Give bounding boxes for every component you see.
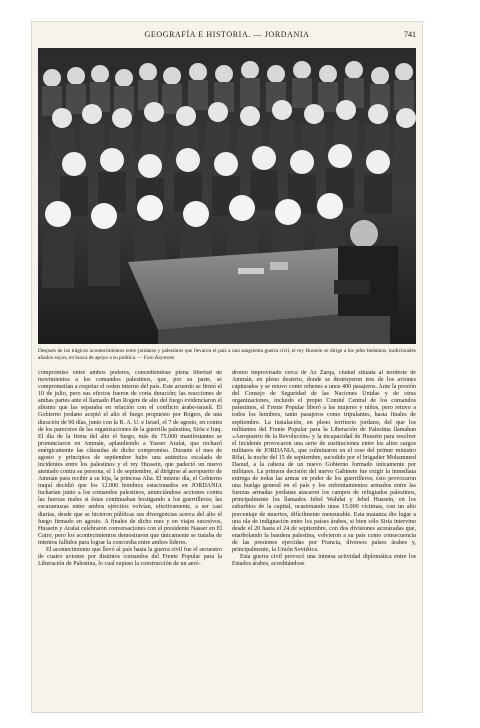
left-paragraph-2: El acontecimiento que llevó al país hasta la guerra civil fue el secuestro de cuatro aviones por distintos comandos del Frente Popular para la Liberación de Palestina, lo cual supuso la construcción de un aeró- (38, 546, 222, 568)
text-column-right (232, 370, 416, 708)
page-header (32, 30, 422, 44)
right-paragraph-1: dromo improvisado cerca de Az Zarqa, ciudad situada al nordeste de Ammán, en pleno desierto, donde se destruyeron tres de los aviones capturados y se retuvo como rehenes a unos 400 pasajeros. Ante la presión del Consejo de Seguridad de las Naciones Unidas y de otras organizaciones, incluido el propio Comité Central de los comandos palestinos, el Frente Popular liberó a las mujeres y niños, pero retuvo a todos los hombres, tanto pasajeros como tripulantes, hasta finales de septiembre. La instalación, en pleno territorio jordano, del que los militantes del Frente Popular para la Liberación de Palestina llamaban «Aeropuerto de la Revolución» y la incapacidad de Hussein para resolver el incidente provocaron una serie de sustituciones entre los altos cargos militares de JORDANIA, que culminaron en el cese del primer ministro Rifai, la noche del 15 de septiembre, sucedido por el brigadier Mohammed Daoud, a la cabeza de un nuevo Gobierno formado únicamente por militares. La primera decisión del nuevo Gabinete fue exigir la inmediata entrega de todas las armas en poder de los guerrilleros; ésto provocaron una huelga general en el país y los enfrentamientos armados entre las fuerzas armadas jordanas atacaron los campos de refugiados palestinos, principalmente los llamados Jebel Wahdat y Jebel Hussein, en los suburbios de la capital, ocasionando unas 15.000 víctimas, con un alto porcentaje de muertos, difícilmente mensurable. Esta matanza dio lugar a una ola de indignación entre los países árabes, si bien sólo Siria intervino desde el 20 hasta el 24 de septiembre, con dos divisiones acorazadas que, enarbolando la bandera palestina, volvieron a su país como consecuencia de las presiones ejercidas por Francia, diversos países árabes y, principalmente, la Unión Soviética. (232, 370, 416, 553)
text-column-left (38, 370, 222, 708)
photo-credit: — Foto Keystone (137, 354, 175, 361)
photo-caption (38, 348, 416, 361)
caption-text: Después de los trágicos acontecimientos entre jordanos y palestinos que llevaron el país a una sangrienta guerra civil, el rey Hussein se dirige a los jefes beduinos, tradicionales aliados suyos, en busca de apoyo a su política. (38, 348, 416, 361)
book-page (32, 22, 422, 712)
left-paragraph-1: compromiso entre ambos poderes, concediéndose plena libertad de movimientos a los comandos palestinos, que, por su parte, se comprometían a respetar el orden interno del país. Este acuerdo se firmó el 10 de julio, pero sus efectos fueron de corta duración; las reacciones de ambas partes ante el llamado Plan Rogers de alto del fuego evidenciaron el abismo que las separaba en relación con el conflicto árabe-israelí. El Gobierno jordano aceptó el alto el fuego propuesto por Rogers, de una duración de 90 días, junto con la R. A. U. e Israel, el 7 de agosto, en contra de los pareceres de las organizaciones de la guerrilla palestina, Siria e Iraq. El día de la firma del alto el fuego, más de 75.000 manifestantes se pronunciaron en Ammán, aplaudiendo a Yasser Arafat, que rechazó enérgicamente las cláusulas de dicho compromiso. Durante el mes de agosto y principios de septiembre hubo una auténtica escalada de incidentes entre los palestinos y el rey Hussein, que padeció un nuevo atentado contra su persona, el 1 de septiembre, al dirigirse al aeropuerto de Ammán para recibir a su hija, la princesa Alia. El mismo día, el Gobierno iraquí decidió que los 12.000 hombres estacionados en JORDANIA lucharían junto a los comandos palestinos, anunciándose acciones contra las fuerzas reales si éstas continuaban hostigando a los guerrilleros; las escaramuzas entre ambos ejércitos volvían, efectivamente, a ser casi diarias, desde que se hicieron públicas sus divergencias acerca del alto el fuego firmado en agosto. A finales de dicho mes y en viajes sucesivos, Hussein y Arafat celebraron conversaciones con el presidente Nasser en El Cairo, pero los acontecimientos demostraron que únicamente se trataba de intentos fallidos para lograr la concordia entre ambos líderes. (38, 370, 222, 546)
running-head: GEOGRAFÍA E HISTORIA. — JORDANIA (144, 30, 310, 39)
photo-illustration (38, 48, 416, 344)
page-number: 741 (404, 30, 416, 39)
right-paragraph-2: Esta guerra civil provocó una intensa actividad diplomática entre los Estados árabes, acreditándose (232, 554, 416, 568)
photograph-hussein-bedouin-chiefs (38, 48, 416, 344)
